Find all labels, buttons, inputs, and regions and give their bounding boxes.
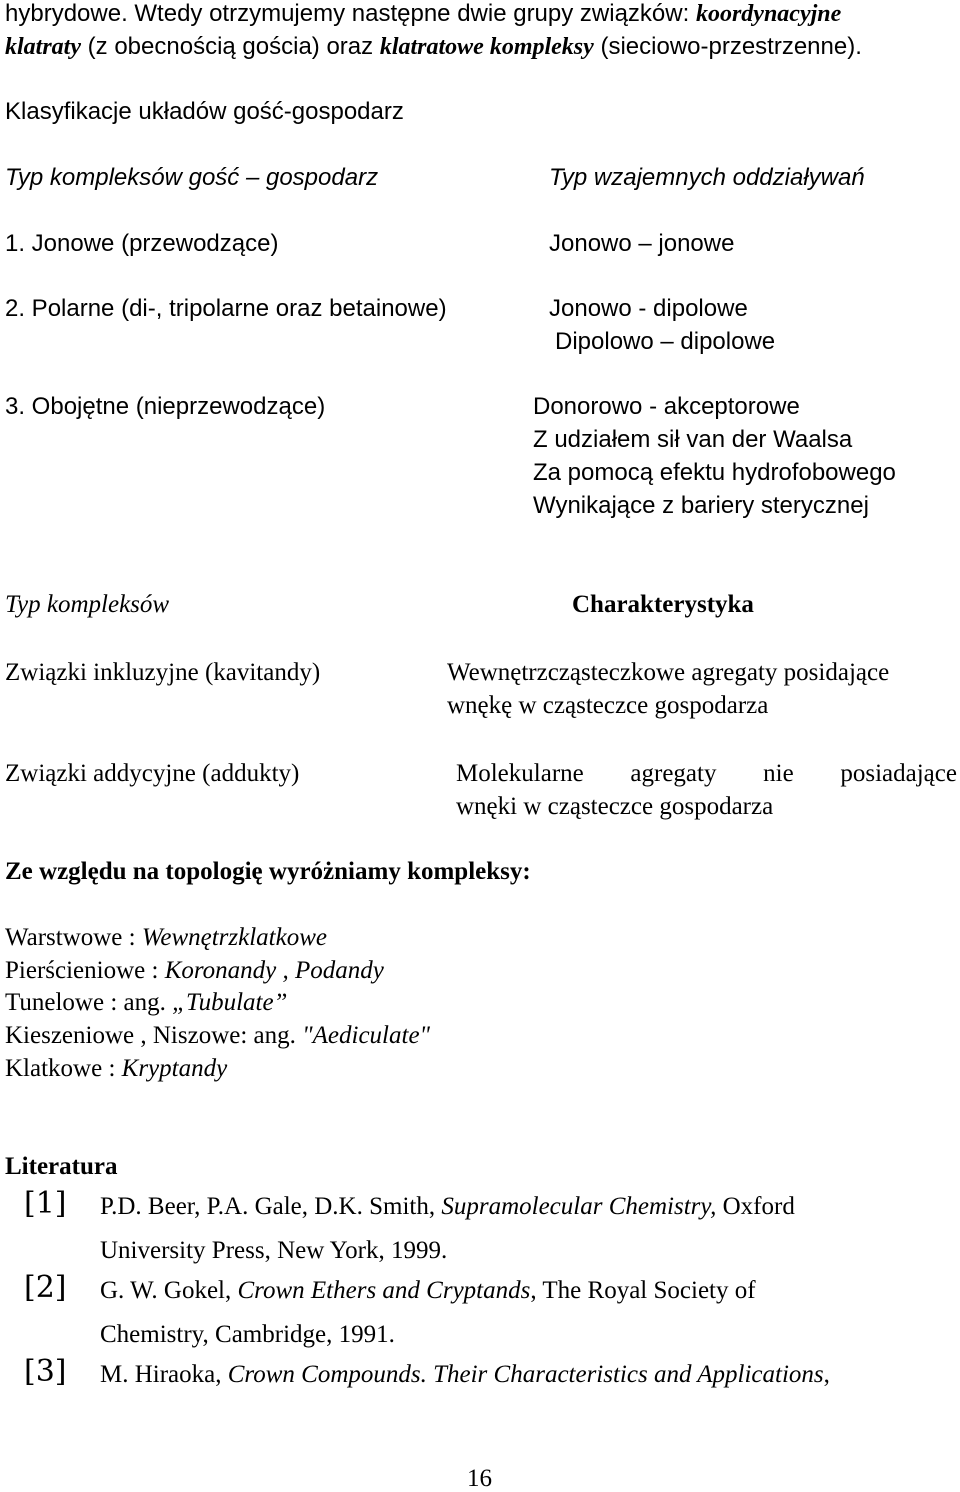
complexes-row-1-type: Związki inkluzyjne (kavitandy) [5, 659, 321, 686]
reference-3-line-1 [100, 1362, 830, 1387]
classification-title: Klasyfikacje układów gość-gospodarz [5, 98, 404, 125]
intro-line-2-text: (z obecnością gościa) oraz [81, 33, 380, 60]
topology-item-value: Wewnętrzklatkowe [141, 924, 327, 951]
topology-item [5, 958, 384, 983]
intro-line-2-suffix: (sieciowo-przestrzenne). [593, 33, 862, 60]
intro-line-1-text: hybrydowe. Wtedy otrzymujemy następne dwie grupy związków: [5, 0, 696, 27]
classification-row-3-interaction-2: Z udziałem sił van der Waalsa [533, 426, 853, 453]
reference-rest: , [823, 1361, 830, 1388]
reference-authors: G. W. Gokel, [100, 1277, 238, 1304]
reference-number: [3] [24, 1354, 67, 1389]
classification-row-3-interaction-3: Za pomocą efektu hydrofobowego [533, 459, 896, 486]
reference-number: [1] [24, 1186, 67, 1221]
reference-title: Supramolecular Chemistry, [441, 1193, 717, 1220]
intro-line-2 [5, 35, 862, 59]
classification-row-3-interaction-1: Donorowo - akceptorowe [533, 393, 800, 420]
complexes-row-2-desc-1 [456, 761, 957, 786]
reference-2-line-2: Chemistry, Cambridge, 1991. [100, 1321, 395, 1348]
topology-item-label: Kieszeniowe , Niszowe: ang. [5, 1022, 303, 1049]
desc-word: agregaty [630, 760, 717, 787]
topology-item [5, 1023, 430, 1048]
topology-item-label: Pierścieniowe : [5, 957, 165, 984]
complexes-row-1-desc-2: wnękę w cząsteczce gospodarza [447, 692, 769, 719]
reference-1-line-1 [100, 1194, 795, 1219]
reference-title: Crown Compounds. Their Characteristics and Applications [227, 1361, 824, 1388]
classification-row-2-interaction-1: Jonowo - dipolowe [549, 295, 748, 322]
reference-number: [2] [24, 1270, 67, 1305]
reference-rest: , The Royal Society of [530, 1277, 756, 1304]
complexes-row-2-desc-2: wnęki w cząsteczce gospodarza [456, 793, 774, 820]
classification-row-2-type: 2. Polarne (di-, tripolarne oraz betainowe) [5, 295, 447, 322]
topology-item-label: Klatkowe : [5, 1055, 122, 1082]
topology-item [5, 925, 327, 950]
classification-row-2-interaction-2: Dipolowo – dipolowe [555, 328, 776, 355]
reference-authors: M. Hiraoka, [100, 1361, 228, 1388]
topology-item-value: „Tubulate” [172, 989, 288, 1016]
intro-term-klatraty: klatraty [5, 34, 81, 60]
classification-col1-header: Typ kompleksów gość – gospodarz [5, 164, 379, 191]
reference-rest: Oxford [716, 1193, 795, 1220]
intro-line-1 [5, 2, 955, 26]
topology-item [5, 990, 287, 1015]
classification-row-1-interaction-1: Jonowo – jonowe [549, 230, 735, 257]
desc-word: posiadające [840, 760, 957, 787]
reference-title: Crown Ethers and Cryptands [237, 1277, 531, 1304]
classification-row-3-interaction-4: Wynikające z bariery sterycznej [533, 492, 869, 519]
page-number: 16 [467, 1465, 492, 1492]
topology-item-value: Koronandy , Podandy [164, 957, 384, 984]
topology-item-label: Tunelowe : ang. [5, 989, 173, 1016]
classification-row-1-type: 1. Jonowe (przewodzące) [5, 230, 279, 257]
reference-1-line-2: University Press, New York, 1999. [100, 1237, 448, 1264]
intro-term-klatratowe-kompleksy: klatratowe kompleksy [379, 34, 594, 60]
classification-col2-header: Typ wzajemnych oddziaływań [549, 164, 865, 191]
complexes-col2-header: Charakterystyka [572, 591, 754, 618]
reference-2-line-1 [100, 1278, 756, 1303]
topology-item-value: "Aediculate" [302, 1022, 431, 1049]
topology-heading: Ze względu na topologię wyróżniamy kompleksy: [5, 858, 531, 885]
reference-authors: P.D. Beer, P.A. Gale, D.K. Smith, [100, 1193, 442, 1220]
complexes-row-2-type: Związki addycyjne (addukty) [5, 760, 300, 787]
topology-item-label: Warstwowe : [5, 924, 142, 951]
complexes-col1-header: Typ kompleksów [5, 591, 170, 618]
desc-word: nie [763, 760, 794, 787]
literature-heading: Literatura [5, 1153, 118, 1180]
complexes-row-1-desc-1: Wewnętrzcząsteczkowe agregaty posidające [447, 659, 890, 686]
classification-row-3-type: 3. Obojętne (nieprzewodzące) [5, 393, 326, 420]
desc-word: Molekularne [456, 760, 584, 787]
topology-item [5, 1056, 227, 1081]
intro-term-koordynacyjne: koordynacyjne [695, 1, 842, 27]
topology-item-value: Kryptandy [121, 1055, 228, 1082]
